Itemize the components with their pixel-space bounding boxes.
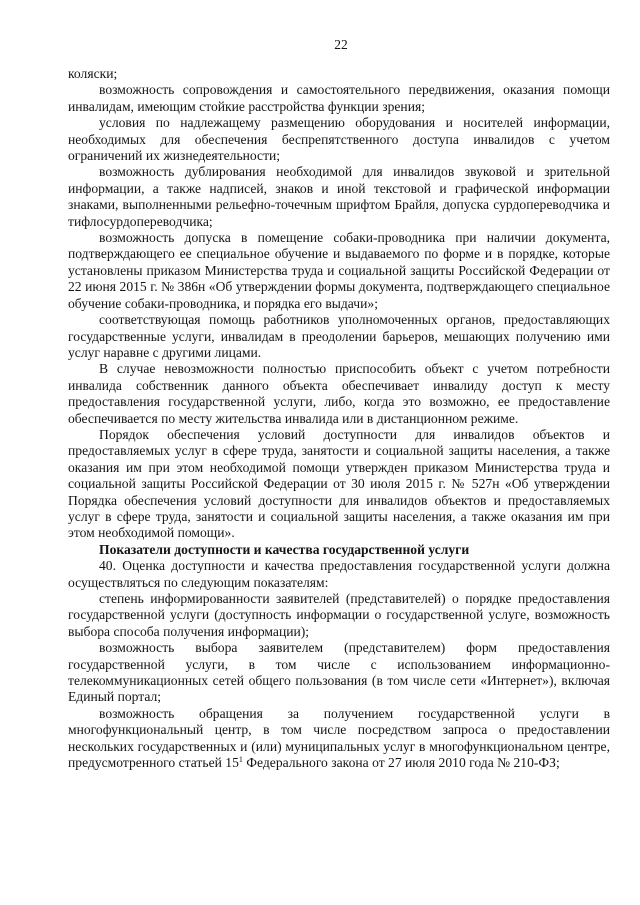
paragraph: 40. Оценка доступности и качества предоставления государственной услуги должна осуществляться по следующим показателям:: [68, 558, 610, 590]
paragraph: В случае невозможности полностью приспособить объект с учетом потребности инвалида собственник данного объекта обеспечивает инвалиду доступ к месту предоставления государственной услуги, либо, когда это возможно, ее предоставление обеспечивается по месту жительства инвалида или в дистанционном режиме.: [68, 361, 610, 426]
paragraph: степень информированности заявителей (представителей) о порядке предоставления государственной услуги (доступность информации о государственной услуге, возможность выбора способа получения информации);: [68, 591, 610, 639]
superscript-marker: 1: [238, 755, 243, 765]
paragraph-text: возможность обращения за получением государственной услуги в многофункциональный центр, в том числе посредством запроса о предоставлении нескольких государственных и (или) муниципальных услуг в многофункциональном центре, предусмотренного статьей 15: [68, 705, 610, 771]
paragraph: Порядок обеспечения условий доступности для инвалидов объектов и предоставляемых услуг в сфере труда, занятости и социальной защиты населения, а также оказания им при этом необходимой помощи утвержден приказом Министерства труда и социальной защиты Российской Федерации от 30 июля 2015 г. № 527н «Об утверждении Порядка обеспечения условий доступности для инвалидов объектов и предоставляемых услуг в сфере труда, занятости и социальной защиты населения, а также оказания им при этом необходимой помощи».: [68, 426, 610, 541]
document-body: [68, 66, 610, 771]
paragraph: коляски;: [68, 66, 118, 81]
paragraph-last: [68, 706, 610, 772]
paragraph: соответствующая помощь работников уполномоченных органов, предоставляющих государственные услуги, инвалидам в преодолении барьеров, мешающих получению ими услуг наравне с другими лицами.: [68, 312, 610, 360]
paragraph: возможность выбора заявителем (представителем) форм предоставления государственной услуги, в том числе с использованием информационно-телекоммуникационных сетей общего пользования (в том числе сети «Интернет»), включая Единый портал;: [68, 640, 610, 705]
paragraph: возможность сопровождения и самостоятельного передвижения, оказания помощи инвалидам, имеющим стойкие расстройства функции зрения;: [68, 82, 610, 114]
paragraph: возможность дублирования необходимой для инвалидов звуковой и зрительной информации, а также надписей, знаков и иной текстовой и графической информации знаками, выполненными рельефно-точечным шрифтом Брайля, допуска сурдопереводчика и тифлосурдопереводчика;: [68, 164, 610, 229]
page-number: 22: [334, 37, 348, 52]
paragraph-text: Федерального закона от 27 июля 2010 года № 210-ФЗ;: [242, 755, 560, 771]
paragraph: условия по надлежащему размещению оборудования и носителей информации, необходимых для обеспечения беспрепятственного доступа инвалидов с учетом ограничений их жизнедеятельности;: [68, 115, 610, 164]
paragraph: возможность допуска в помещение собаки-проводника при наличии документа, подтверждающего ее специальное обучение и выдаваемого по форме и в порядке, которые установлены приказом Министерства труда и социальной защиты Российской Федерации от 22 июня 2015 г. № 386н «Об утверждении формы документа, подтверждающего специальное обучение собаки-проводника, и порядка его выдачи»;: [68, 230, 610, 311]
section-heading: Показатели доступности и качества государственной услуги: [99, 541, 470, 557]
